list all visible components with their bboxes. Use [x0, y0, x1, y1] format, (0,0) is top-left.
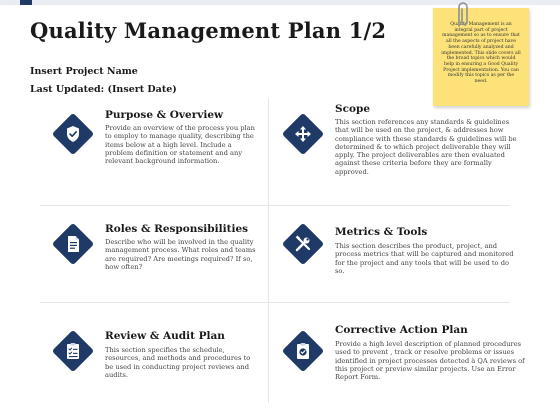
- quality-shield-icon: [63, 124, 83, 144]
- tools-icon: [293, 234, 313, 254]
- section-title-review-audit: Review & Audit Plan: [105, 330, 225, 342]
- purpose-overview-tile: [52, 113, 94, 155]
- section-body-review-audit: This section specifies the schedule, resources, and methods and procedures to be used in conducting project reviews and audits.: [105, 346, 251, 379]
- sticky-note-text: Quality Management is an integral part of project management so as to ensure that all the aspects of project have been carefully analyzed and implemented. This slide covers all the broad topics which would help in ensuring a Good Quality Project implementation. You can modify this topics as per the need.: [441, 22, 521, 85]
- section-title-purpose-overview: Purpose & Overview: [105, 109, 224, 121]
- checklist-icon: [63, 341, 83, 361]
- divider-horizontal-2: [40, 302, 510, 303]
- section-body-corrective-action: Provide a high level description of planned procedures used to prevent , track or resolve problems or issues identified in project processes detected à QA reviews of this project or preview similar projects. Use an Error Report Form.: [335, 340, 525, 382]
- section-title-corrective-action: Corrective Action Plan: [335, 324, 468, 336]
- scope-tile: [282, 113, 324, 155]
- page-title: Quality Management Plan 1/2: [30, 18, 387, 43]
- sticky-note: [433, 8, 529, 106]
- move-arrows-icon: [293, 124, 313, 144]
- section-body-roles-responsibilities: Describe who will be involved in the quality management process. What roles and teams are required? Are meetings required? If so, how often?: [105, 238, 256, 271]
- top-bar-accent: [20, 0, 32, 5]
- paperclip-icon: [452, 0, 472, 30]
- divider-vertical: [268, 98, 269, 403]
- section-body-scope: This section references any standards & guidelines that will be used on the project, & addresses how compliance with these standards & guidelines will be determined & to which project deliverable they will apply. The project deliverables are then evaluated against these criteria before they are formally approved.: [335, 118, 517, 176]
- document-icon: [63, 234, 83, 254]
- roles-responsibilities-tile: [52, 223, 94, 265]
- divider-horizontal-1: [40, 205, 510, 206]
- corrective-action-tile: [282, 330, 324, 372]
- metrics-tools-tile: [282, 223, 324, 265]
- top-bar: [0, 0, 560, 5]
- project-name-label: Insert Project Name: [30, 66, 138, 77]
- review-audit-tile: [52, 330, 94, 372]
- last-updated-label: Last Updated: (Insert Date): [30, 84, 177, 95]
- section-body-purpose-overview: Provide an overview of the process you plan to employ to manage quality, describing the items below at a high level. Include a problem definition or statement and any relevant background information.: [105, 124, 255, 166]
- section-title-scope: Scope: [335, 103, 371, 115]
- section-body-metrics-tools: This section describes the product, project, and process metrics that will be captured and monitored for the project and any tools that will be used to do so.: [335, 242, 514, 275]
- clipboard-check-icon: [293, 341, 313, 361]
- section-title-roles-responsibilities: Roles & Responsibilities: [105, 223, 249, 235]
- section-title-metrics-tools: Metrics & Tools: [335, 226, 428, 238]
